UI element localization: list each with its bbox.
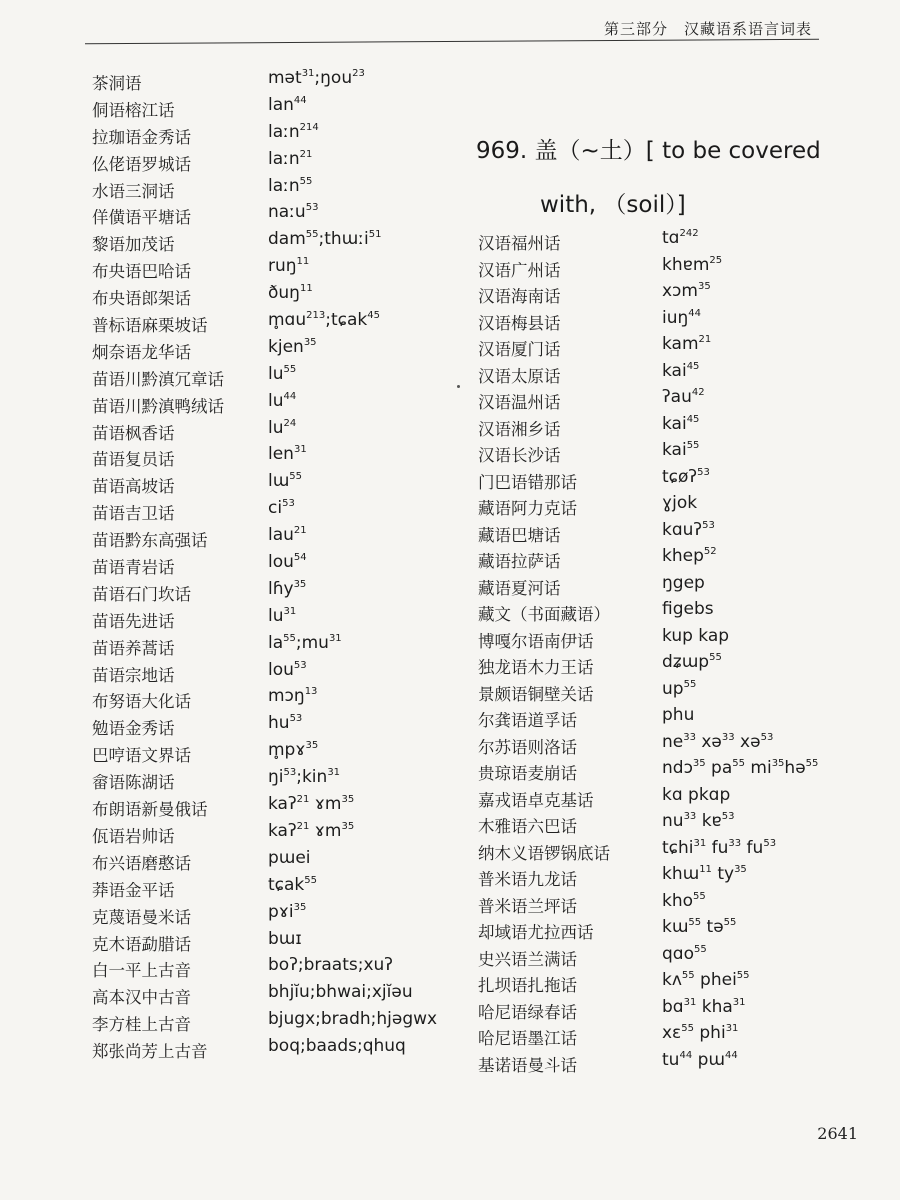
language-name: 藏文（书面藏语） bbox=[478, 605, 610, 624]
language-name: 布央语郎架话 bbox=[92, 289, 191, 309]
word-form: kai$^{55}$ bbox=[662, 440, 700, 460]
page-number: 2641 bbox=[817, 1124, 858, 1143]
language-name: 藏语拉萨话 bbox=[478, 552, 561, 571]
word-form: laːn$^{214}$ bbox=[268, 121, 319, 142]
language-name: 扎坝语扎拖话 bbox=[478, 976, 577, 995]
language-name: 巴哼语文界话 bbox=[92, 746, 191, 766]
language-name: 布努语大化话 bbox=[92, 692, 191, 712]
language-name: 博嘎尔语南伊话 bbox=[478, 631, 594, 651]
word-form: bɑ$^{31}$ kha$^{31}$ bbox=[662, 996, 746, 1017]
language-name: 汉语长沙话 bbox=[478, 446, 561, 465]
word-form: $hu^{53}$ bbox=[268, 713, 303, 734]
word-form: lɦy$^{35}$ bbox=[268, 578, 307, 599]
language-name: 藏语巴塘话 bbox=[478, 525, 561, 545]
word-form: iuŋ$^{44}$ bbox=[662, 307, 702, 328]
header-rule bbox=[85, 39, 819, 44]
language-name: 门巴语错那话 bbox=[478, 472, 577, 492]
language-name: 嘉戎语卓克基话 bbox=[478, 790, 594, 810]
language-name: 黎语加茂话 bbox=[92, 235, 175, 255]
word-form: kʌ$^{55}$ phei$^{55}$ bbox=[662, 970, 750, 990]
word-form: $la^{55};mu^{31}$ bbox=[268, 632, 342, 653]
language-name: 苗语吉卫话 bbox=[92, 504, 175, 524]
word-form: bhjĭu;bhwai;xjĭəu bbox=[268, 982, 413, 1003]
language-name: 哈尼语绿春话 bbox=[478, 1002, 577, 1022]
word-form: ndɔ$^{35}$ $pa^{55}$ $mi^{35}hə^{55}$ bbox=[662, 758, 819, 778]
language-name: 克蔑语曼米话 bbox=[92, 907, 191, 927]
word-form: kɯ$^{55}$ tə$^{55}$ bbox=[662, 917, 737, 937]
language-name: 苗语养蒿话 bbox=[92, 638, 175, 658]
word-form: len$^{31}$ bbox=[268, 444, 307, 465]
language-name: 苗语先进话 bbox=[92, 611, 175, 631]
word-form: ɣjok bbox=[662, 493, 698, 513]
word-form: boʔ;braats;xuʔ bbox=[268, 955, 393, 976]
word-form: tɕak$^{55}$ bbox=[268, 874, 318, 895]
word-form: $lu^{44}$ bbox=[268, 390, 297, 411]
language-name: 汉语福州话 bbox=[478, 234, 561, 253]
word-form: qɑo$^{55}$ bbox=[662, 943, 707, 964]
word-form: ŋgep bbox=[662, 572, 705, 593]
language-name: 汉语海南话 bbox=[478, 287, 561, 306]
word-form: bjugx;bradh;hjəgwx bbox=[268, 1009, 438, 1030]
word-form: kup kap bbox=[662, 625, 730, 646]
language-name: 炯奈语龙华话 bbox=[92, 342, 191, 362]
word-form: $ŋi^{53};kin^{31}$ bbox=[268, 767, 341, 788]
word-form: lɯ$^{55}$ bbox=[268, 471, 303, 492]
language-name: 普米语兰坪话 bbox=[478, 896, 577, 916]
language-name: 汉语梅县话 bbox=[478, 313, 561, 333]
language-name: 独龙语木力王话 bbox=[478, 658, 594, 677]
language-name: 景颇语铜壁关话 bbox=[478, 684, 594, 704]
language-name: 汉语太原话 bbox=[478, 366, 561, 386]
stray-dot bbox=[457, 385, 460, 388]
language-name: 莽语金平话 bbox=[92, 880, 175, 900]
word-form: tɕhi$^{31}$ $fu^{33}$ $fu^{53}$ bbox=[662, 837, 777, 858]
word-form: laːn$^{21}$ bbox=[268, 148, 313, 169]
language-name: 汉语广州话 bbox=[478, 260, 561, 280]
word-form: mɔŋ$^{13}$ bbox=[268, 686, 318, 707]
language-name: 李方桂上古音 bbox=[92, 1015, 191, 1035]
word-form: lan$^{44}$ bbox=[268, 94, 307, 115]
word-form: kaʔ$^{21}$ ɤm$^{35}$ bbox=[268, 794, 355, 815]
word-form: tɕøʔ$^{53}$ bbox=[662, 466, 710, 487]
language-name: 佤语岩帅话 bbox=[92, 826, 175, 846]
word-form: $lu^{24}$ bbox=[268, 417, 297, 438]
word-form: lou$^{54}$ bbox=[268, 552, 307, 573]
running-header: 第三部分 汉藏语系语言词表 bbox=[603, 20, 812, 38]
language-name: 苗语黔东高强话 bbox=[92, 531, 208, 551]
word-form: ʔau$^{42}$ bbox=[662, 387, 705, 407]
word-form: $nu^{33}$ kɐ$^{53}$ bbox=[662, 811, 735, 831]
word-form: ruŋ$^{11}$ bbox=[268, 256, 310, 277]
word-form: phu bbox=[662, 705, 695, 725]
language-name: 布央语巴哈话 bbox=[92, 262, 191, 282]
language-name: 尔苏语则洛话 bbox=[478, 737, 577, 757]
word-form: m̥pɤ$^{35}$ bbox=[268, 740, 319, 761]
word-form: kɑ pkɑp bbox=[662, 784, 731, 805]
language-name: 茶洞语 bbox=[92, 74, 142, 93]
word-form: ðuŋ$^{11}$ bbox=[268, 283, 313, 304]
word-form: figebs bbox=[662, 599, 714, 619]
word-form: m̥ɑu$^{213}$;tɕak$^{45}$ bbox=[268, 310, 380, 331]
language-name: 克木语勐腊话 bbox=[92, 934, 191, 954]
language-name: 侗语榕江话 bbox=[92, 100, 175, 120]
word-form: kɑuʔ$^{53}$ bbox=[662, 519, 715, 540]
language-name: 汉语温州话 bbox=[478, 393, 561, 412]
word-form: $up^{55}$ bbox=[662, 678, 697, 699]
word-form: dam$^{55}$;thɯːi$^{51}$ bbox=[268, 229, 382, 250]
language-name: 苗语石门坎话 bbox=[92, 584, 191, 604]
language-name: 苗语川黔滇鸭绒话 bbox=[92, 396, 224, 416]
word-form: $ne^{33}$ xə$^{33}$ xə$^{53}$ bbox=[662, 731, 774, 752]
language-name: 普米语九龙话 bbox=[478, 870, 577, 889]
language-name: 汉语湘乡话 bbox=[478, 419, 561, 439]
word-form: kai$^{45}$ bbox=[662, 413, 700, 434]
language-name: 布朗语新曼俄话 bbox=[92, 800, 208, 820]
language-name: 高本汉中古音 bbox=[92, 988, 191, 1008]
language-name: 苗语宗地话 bbox=[92, 665, 175, 685]
word-form: xɔm$^{35}$ bbox=[662, 281, 711, 301]
language-name: 布兴语磨憨话 bbox=[92, 853, 191, 873]
language-name: 苗语高坡话 bbox=[92, 477, 175, 497]
word-form: $lu^{55}$ bbox=[268, 363, 297, 384]
word-form: kai$^{45}$ bbox=[662, 360, 700, 381]
word-form: pɤi$^{35}$ bbox=[268, 901, 307, 922]
word-form: naːu$^{53}$ bbox=[268, 202, 319, 223]
word-form: kho$^{55}$ bbox=[662, 890, 706, 911]
entry-title-line-1: 969. 盖（~土）[ to be covered bbox=[476, 138, 821, 164]
word-form: kam$^{21}$ bbox=[662, 334, 712, 354]
language-name: 苗语青岩话 bbox=[92, 558, 175, 578]
word-form: khɐm$^{25}$ bbox=[662, 254, 723, 275]
entry-title-line-2: with, （soil）] bbox=[540, 192, 686, 218]
language-name: 苗语枫香话 bbox=[92, 423, 175, 443]
word-form: tɑ$^{242}$ bbox=[662, 228, 699, 248]
word-form: kjen$^{35}$ bbox=[268, 336, 317, 357]
language-name: 史兴语兰满话 bbox=[478, 949, 577, 969]
word-form: kaʔ$^{21}$ ɤm$^{35}$ bbox=[268, 820, 355, 841]
language-name: 哈尼语墨江话 bbox=[478, 1029, 577, 1048]
language-name: 仫佬语罗城话 bbox=[92, 154, 191, 174]
language-name: 佯僙语平塘话 bbox=[92, 208, 191, 228]
word-form: xɛ$^{55}$ phi$^{31}$ bbox=[662, 1023, 739, 1043]
language-name: 汉语厦门话 bbox=[478, 340, 561, 359]
language-name: 却域语尤拉西话 bbox=[478, 923, 594, 942]
word-form: bɯɪ bbox=[268, 928, 302, 949]
word-form: lou$^{53}$ bbox=[268, 659, 307, 680]
word-form: lau$^{21}$ bbox=[268, 525, 307, 546]
language-name: 普标语麻栗坡话 bbox=[92, 316, 208, 336]
word-form: boq;baads;qhuq bbox=[268, 1036, 406, 1057]
language-name: 藏语阿力克话 bbox=[478, 499, 577, 518]
language-name: 纳木义语锣锅底话 bbox=[478, 843, 610, 863]
word-form: dʑɯp$^{55}$ bbox=[662, 652, 722, 672]
language-name: 郑张尚芳上古音 bbox=[92, 1042, 208, 1062]
language-name: 尔龚语道孚话 bbox=[478, 711, 577, 730]
language-name: 水语三洞话 bbox=[92, 181, 175, 201]
language-name: 贵琼语麦崩话 bbox=[478, 764, 577, 783]
word-form: $ci^{53}$ bbox=[268, 498, 295, 519]
language-name: 拉珈语金秀话 bbox=[92, 127, 191, 147]
language-name: 白一平上古音 bbox=[92, 961, 191, 981]
language-name: 木雅语六巴话 bbox=[478, 817, 577, 836]
word-form: $tu^{44}$ pɯ$^{44}$ bbox=[662, 1049, 738, 1070]
language-name: 藏语夏河话 bbox=[478, 578, 561, 598]
word-form: laːn$^{55}$ bbox=[268, 175, 313, 196]
language-name: 苗语川黔滇冗章话 bbox=[92, 369, 224, 389]
word-form: mət$^{31}$;ŋou$^{23}$ bbox=[268, 68, 365, 88]
language-name: 畲语陈湖话 bbox=[92, 773, 175, 793]
language-name: 勉语金秀话 bbox=[92, 719, 175, 739]
word-form: khep$^{52}$ bbox=[662, 546, 717, 566]
word-form: khɯ$^{11}$ $ty^{35}$ bbox=[662, 864, 747, 884]
language-name: 苗语复员话 bbox=[92, 450, 175, 470]
language-name: 基诺语曼斗话 bbox=[478, 1055, 577, 1075]
word-form: $lu^{31}$ bbox=[268, 605, 297, 626]
word-form: pɯei bbox=[268, 847, 311, 868]
